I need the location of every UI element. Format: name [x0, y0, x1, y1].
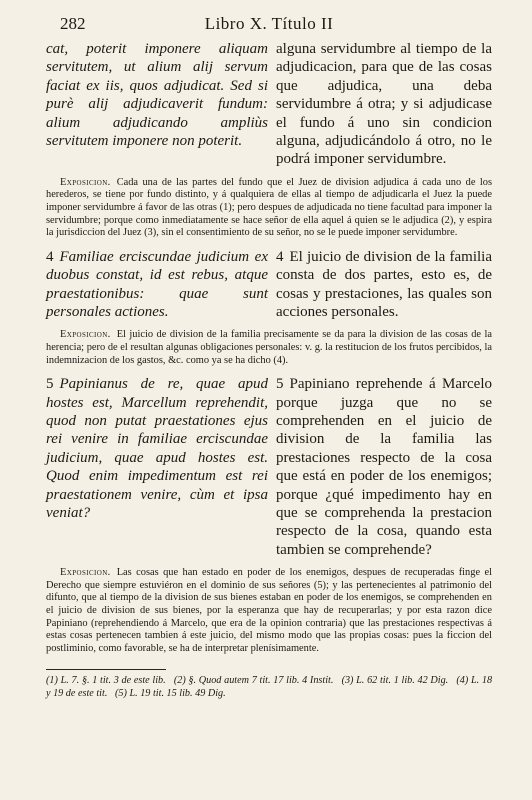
exposicion-label: Exposicion.: [60, 329, 111, 341]
latin-text-4: [46, 248, 268, 322]
latin-paragraph-number: 5: [46, 376, 54, 393]
spanish-text-1: alguna servidumbre al tiempo de la adjudicacion, para que de las cosas que adjudica, una deba servidumbre á otra; y si adjudicase el fundo á uno sin condicion alguna, adjudicándolo á otro, no le podrá imponer servidumbre.: [276, 41, 492, 168]
page-header: [46, 14, 492, 40]
spanish-paragraph-text: El juicio de division de la familia consta de dos partes, esto es, de cosas y prestaciones, las quales son acciones personales.: [276, 248, 492, 321]
exposicion-label: Exposicion.: [60, 567, 111, 579]
page: [46, 14, 492, 700]
footnotes: [46, 674, 492, 700]
footnote-3: (3) L. 62 tit. 1 lib. 42 Dig.: [341, 675, 449, 687]
running-head: Libro X. Título II: [204, 14, 334, 33]
footnote-2: (2) §. Quod autem 7 tit. 17 lib. 4 Instit.: [173, 675, 334, 687]
page-number: 282: [60, 14, 86, 33]
section-5: [46, 375, 492, 559]
latin-text-5: [46, 375, 268, 559]
exposicion-4: [46, 329, 492, 367]
exposicion-label: Exposicion.: [60, 176, 111, 188]
exposicion-text: Cada una de las partes del fundo que el Juez de division adjudica á cada uno de los herederos, se tiene por fundo distinto, y á qualquiera de ellas al tiempo de adjudicarla el Juez la puede imponer servidumbre á favor de las otras (1); pero despues de adjudicada no tiene facultad para imponer la servidumbre; porque como inmediatamente se hace señor de ella aquel á quien se le adjudica (2), y espira la jurisdiccion del Juez (3), sin el consentimiento de su señor, no se le puede imponer servidumbre.: [46, 176, 492, 239]
latin-paragraph-text: Familiae erciscundae judicium ex duobus constat, id est rebus, atque praestationibus: quae sunt personales actiones.: [46, 248, 268, 321]
exposicion-text: Las cosas que han estado en poder de los enemigos, despues de recuperadas finge el Derecho que siempre estuviéron en el dominio de sus señores (5); y las pertenecientes al patrimonio del difunto, que al tiempo de la division de sus bienes estaban en poder de los enemigos, se comprehenden en el juicio de division de sus bienes, por la esperanza que hay de recuperarlas; y por esta razon dice Papiniano (reprehendiendo á Marcelo, que era de la opinion contraria) que las prestaciones respectivas á estas cosas pertenecen tambien á este juicio, del mismo modo que las propias cosas: pues la ficcion del postliminio, como favorable, se ha de interpretar plenísimamente.: [46, 567, 492, 654]
latin-paragraph-number: 4: [46, 248, 54, 265]
spanish-text-5: [276, 375, 492, 559]
footnote-rule: [46, 669, 166, 670]
latin-paragraph-text: Papinianus de re, quae apud hostes est, Marcellum reprehendit, quod non putat praestationes ejus rei venire in familiae erciscundae judicium, quae apud hostes est. Quod enim impedimentum est rei praestationem venire, cùm et ipsa veniat?: [46, 376, 268, 522]
latin-text-1: cat, poterit imponere aliquam servitutem, ut alium alij servum faciat ex iis, quos adjudicat. Sed si purè alij adjudicaverit fundum: alium adjudicando ampliùs servitutem imponere non poterit.: [46, 41, 268, 150]
exposicion-5: [46, 567, 492, 655]
exposicion-text: El juicio de division de la familia precisamente se da para la division de las cosas de la herencia; pero de el resultan algunas obligaciones personales: v. g. la restitucion de los frutos percibidos, la indemnizacion de los gastos, &c. como ya se ha dicho (4).: [46, 329, 492, 366]
footnote-5: (5) L. 19 tit. 15 lib. 49 Dig.: [115, 688, 226, 700]
spanish-paragraph-number: 4: [276, 248, 284, 265]
section-4: [46, 248, 492, 322]
spanish-paragraph-text: Papiniano reprehende á Marcelo porque juzga que no se comprehenden en el juicio de division de la familia las prestaciones respecto de la cosa que está en poder de los enemigos; porque ¿qué impedimento hay en que se comprehenda la prestacion respecto de la cosa, quando esta tambien se comprehende?: [276, 376, 492, 558]
footnote-1: (1) L. 7. §. 1 tit. 3 de este lib.: [46, 675, 166, 687]
footnote-4: (4) L. 18 y 19 de este tit.: [46, 675, 493, 700]
exposicion-1: [46, 177, 492, 240]
spanish-text-4: [276, 248, 492, 322]
spanish-paragraph-number: 5: [276, 376, 284, 393]
section-1: [46, 40, 492, 169]
